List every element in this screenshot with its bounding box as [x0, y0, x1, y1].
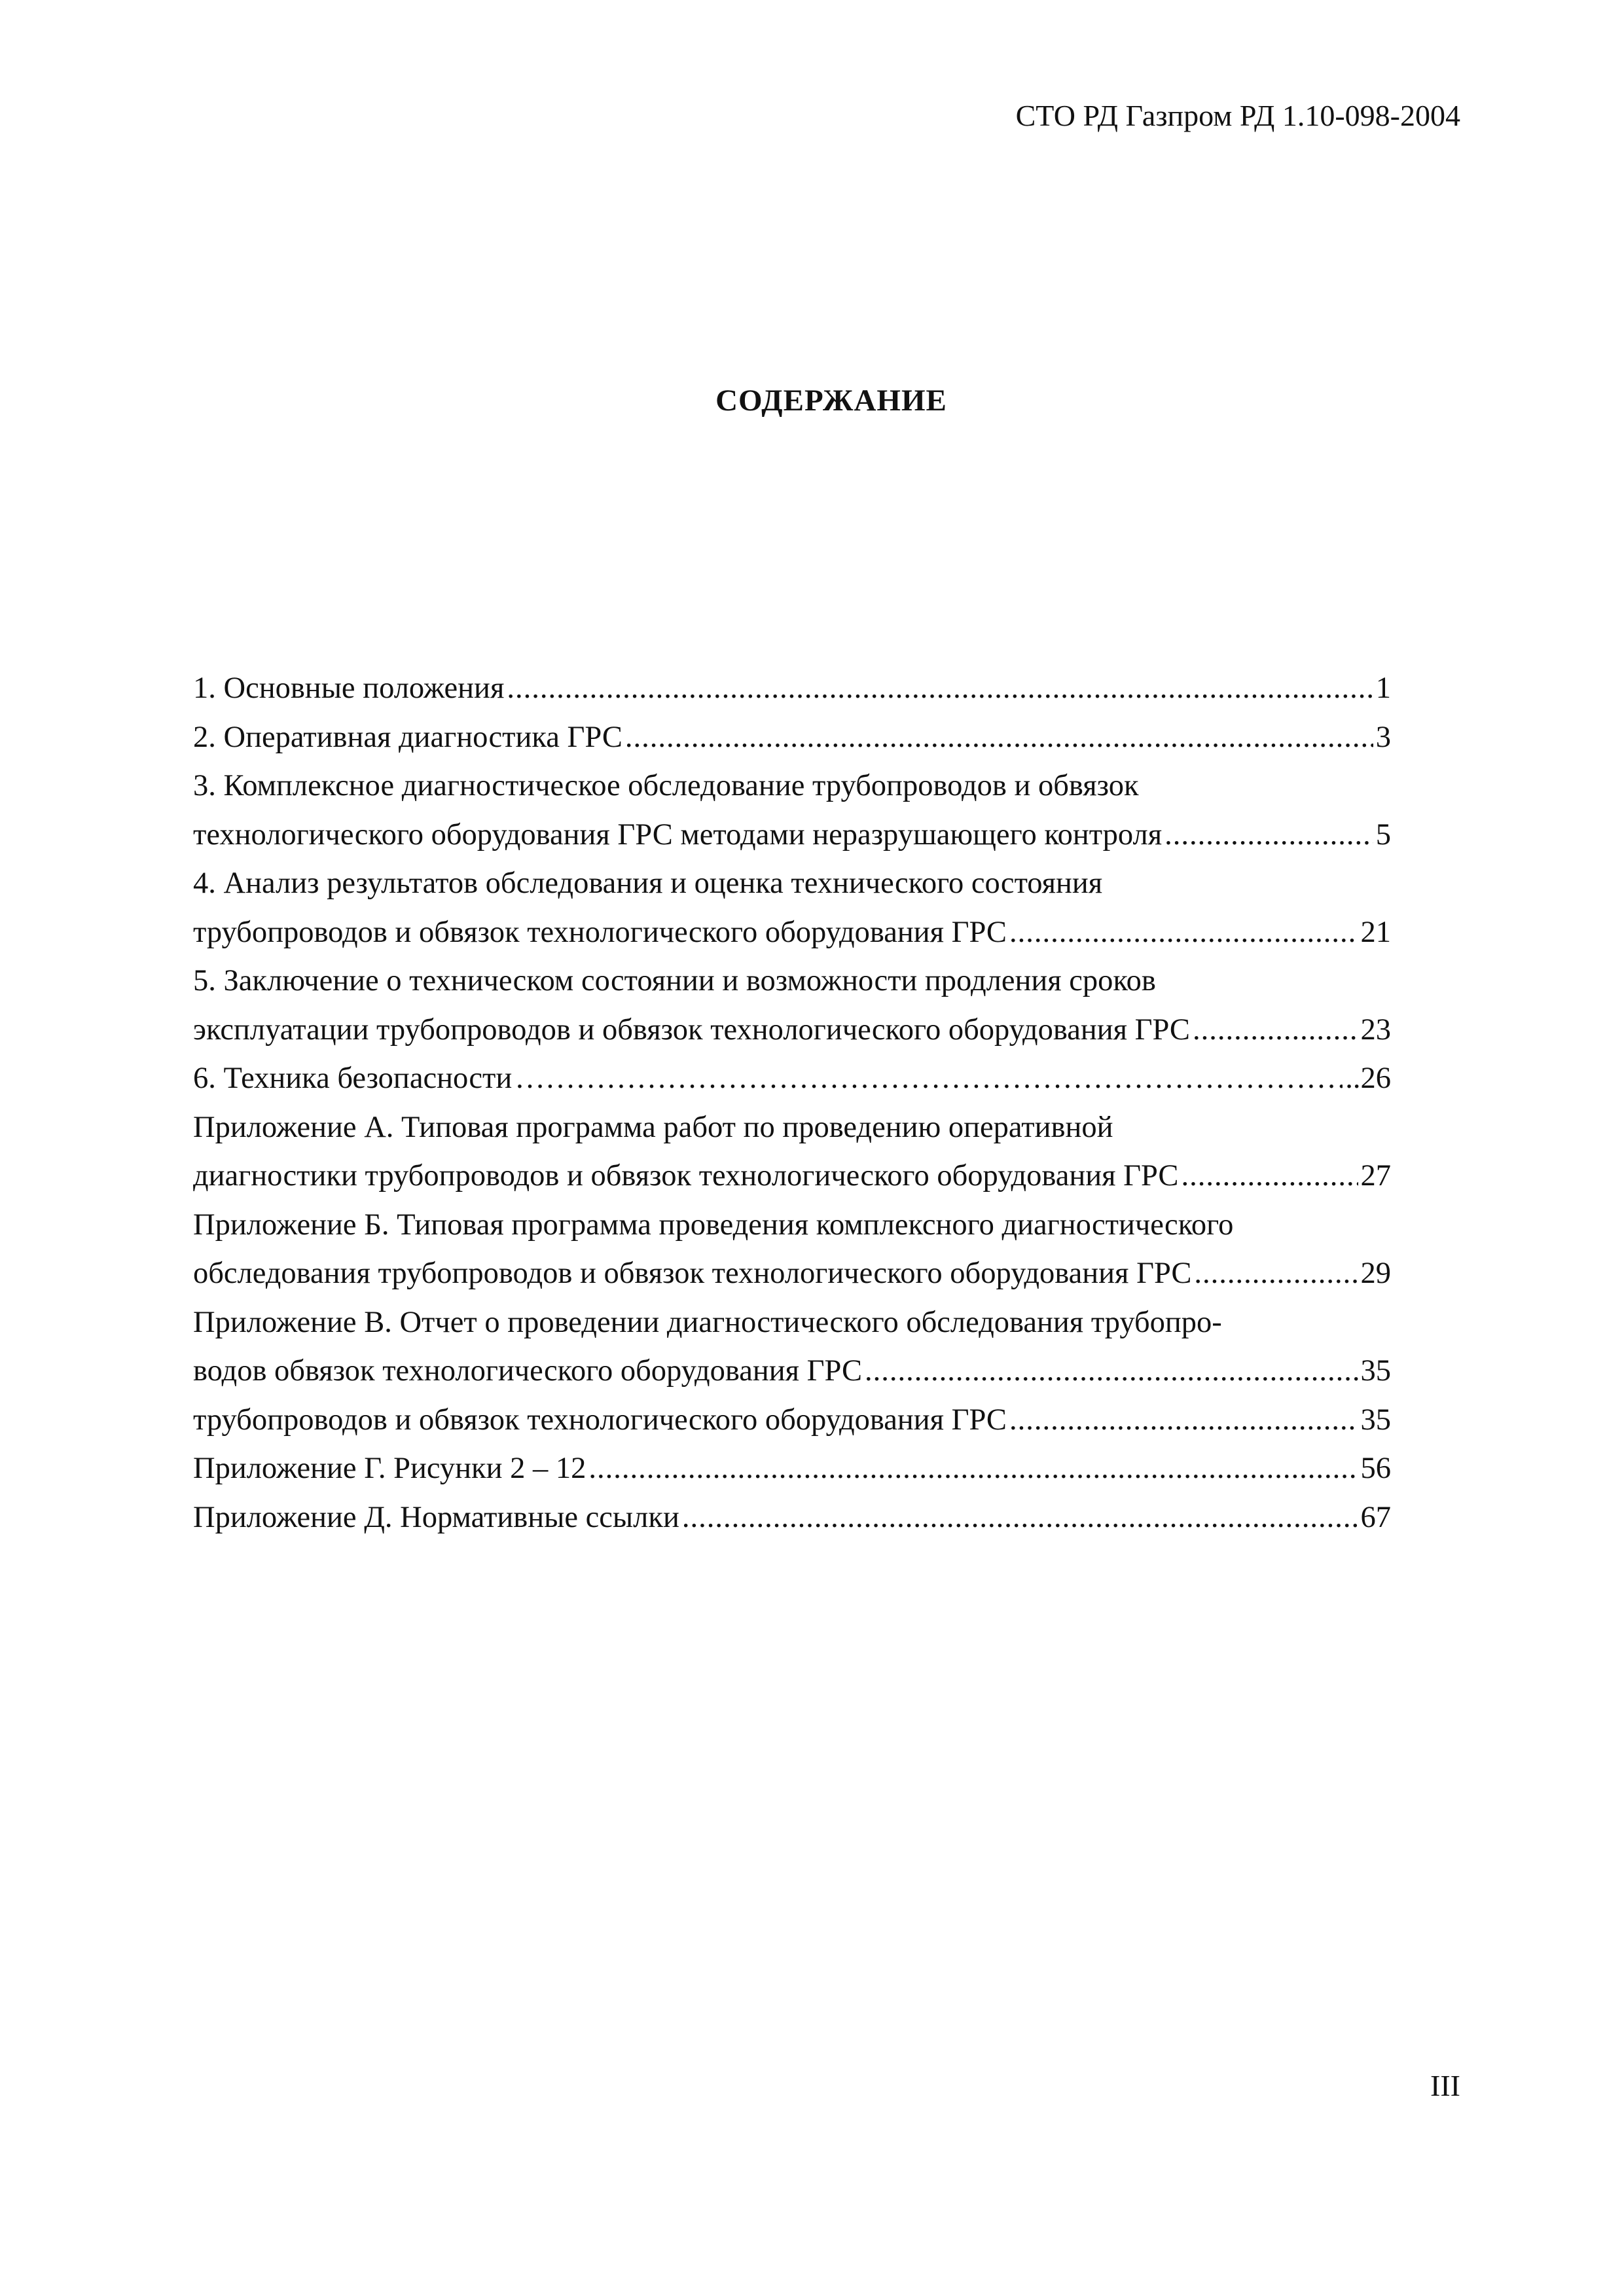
toc-entry-text: Приложение Б. Типовая программа проведения комплексного диагностического — [193, 1208, 1234, 1242]
toc-entry[interactable] — [193, 1054, 1391, 1103]
toc-entry-line — [193, 664, 1391, 713]
toc-entry-line — [193, 1006, 1391, 1055]
toc-entry-page: ..26 — [1345, 1062, 1391, 1095]
toc-entry-text: 2. Оперативная диагностика ГРС — [193, 720, 623, 754]
toc-entry-page: 35 — [1360, 1403, 1391, 1437]
toc-entry-line — [193, 1054, 1391, 1103]
toc-title: СОДЕРЖАНИЕ — [715, 384, 947, 418]
toc-entry-text: 4. Анализ результатов обследования и оценка технического состояния — [193, 867, 1103, 900]
toc-entry-text: диагностики трубопроводов и обвязок технологического оборудования ГРС — [193, 1159, 1179, 1193]
toc-entry-line — [193, 811, 1391, 860]
toc-entry-text: эксплуатации трубопроводов и обвязок технологического оборудования ГРС — [193, 1013, 1190, 1047]
toc-entry-page: 67 — [1360, 1500, 1391, 1534]
dot-leader — [507, 664, 1373, 713]
toc-entry-line — [193, 1249, 1391, 1299]
dot-leader — [1193, 1006, 1358, 1055]
toc-entry[interactable] — [193, 713, 1391, 762]
toc-entry-line — [193, 1103, 1391, 1153]
toc-entry-text: Приложение Г. Рисунки 2 – 12 — [193, 1452, 586, 1485]
toc-entry-page: 29 — [1360, 1257, 1391, 1290]
toc-entry[interactable] — [193, 762, 1391, 859]
toc-entry[interactable] — [193, 957, 1391, 1054]
toc-entry-line — [193, 1444, 1391, 1494]
dot-leader — [1009, 1396, 1358, 1445]
toc-entry-line — [193, 1494, 1391, 1543]
toc-entry-line — [193, 1201, 1391, 1250]
toc-entry-page: 56 — [1360, 1452, 1391, 1485]
dot-leader — [865, 1347, 1358, 1396]
dot-leader — [1164, 811, 1373, 860]
toc-entry-text: 3. Комплексное диагностическое обследование трубопроводов и обвязок — [193, 769, 1139, 802]
toc-entry-line — [193, 859, 1391, 908]
toc-entry-text: 6. Техника безопасности — [193, 1062, 513, 1095]
toc-entry-text: 1. Основные положения — [193, 672, 505, 705]
toc-entry-page: 21 — [1360, 915, 1391, 949]
page-number: III — [1430, 2069, 1460, 2102]
toc-entry[interactable] — [193, 859, 1391, 957]
toc-entry[interactable] — [193, 664, 1391, 713]
toc-entry-text: технологического оборудования ГРС методами неразрушающего контроля — [193, 817, 1163, 852]
table-of-contents — [193, 664, 1391, 1542]
toc-entry-line — [193, 1299, 1391, 1348]
toc-entry[interactable] — [193, 1201, 1391, 1299]
toc-entry[interactable] — [193, 1444, 1391, 1494]
toc-entry-page: 23 — [1360, 1013, 1391, 1047]
toc-entry-line — [193, 762, 1391, 811]
toc-entry-text: Приложение А. Типовая программа работ по проведению оперативной — [193, 1110, 1113, 1144]
toc-entry-text: обследования трубопроводов и обвязок технологического оборудования ГРС — [193, 1257, 1192, 1290]
document-code-header: СТО РД Газпром РД 1.10-098-2004 — [1015, 99, 1460, 132]
toc-entry[interactable] — [193, 1494, 1391, 1543]
toc-entry-line — [193, 1152, 1391, 1201]
dot-leader — [514, 1054, 1343, 1103]
toc-entry-line — [193, 1396, 1391, 1445]
toc-entry-page: 5 — [1375, 817, 1391, 852]
toc-entry-line — [193, 908, 1391, 958]
toc-entry-line — [193, 713, 1391, 762]
toc-entry-page: 27 — [1360, 1159, 1391, 1193]
toc-entry-page: 1 — [1375, 672, 1391, 705]
dot-leader — [682, 1494, 1358, 1543]
dot-leader — [625, 713, 1373, 762]
toc-entry-text: 5. Заключение о техническом состоянии и возможности продления сроков — [193, 964, 1156, 997]
toc-entry-text: трубопроводов и обвязок технологического оборудования ГРС — [193, 1403, 1007, 1437]
dot-leader — [1009, 908, 1358, 958]
toc-entry-page: 3 — [1375, 720, 1391, 754]
toc-entry-line — [193, 1347, 1391, 1396]
toc-entry[interactable] — [193, 1396, 1391, 1445]
toc-entry-text: Приложение В. Отчет о проведении диагностического обследования трубопро- — [193, 1305, 1222, 1339]
toc-entry-text: водов обвязок технологического оборудования ГРС — [193, 1354, 862, 1388]
toc-entry-text: трубопроводов и обвязок технологического оборудования ГРС — [193, 915, 1007, 949]
toc-entry[interactable] — [193, 1103, 1391, 1201]
dot-leader — [588, 1444, 1358, 1494]
toc-entry-text: Приложение Д. Нормативные ссылки — [193, 1500, 679, 1534]
toc-entry[interactable] — [193, 1299, 1391, 1396]
toc-entry-line — [193, 957, 1391, 1006]
toc-entry-page: 35 — [1360, 1354, 1391, 1388]
dot-leader — [1194, 1249, 1358, 1299]
dot-leader — [1181, 1152, 1358, 1201]
